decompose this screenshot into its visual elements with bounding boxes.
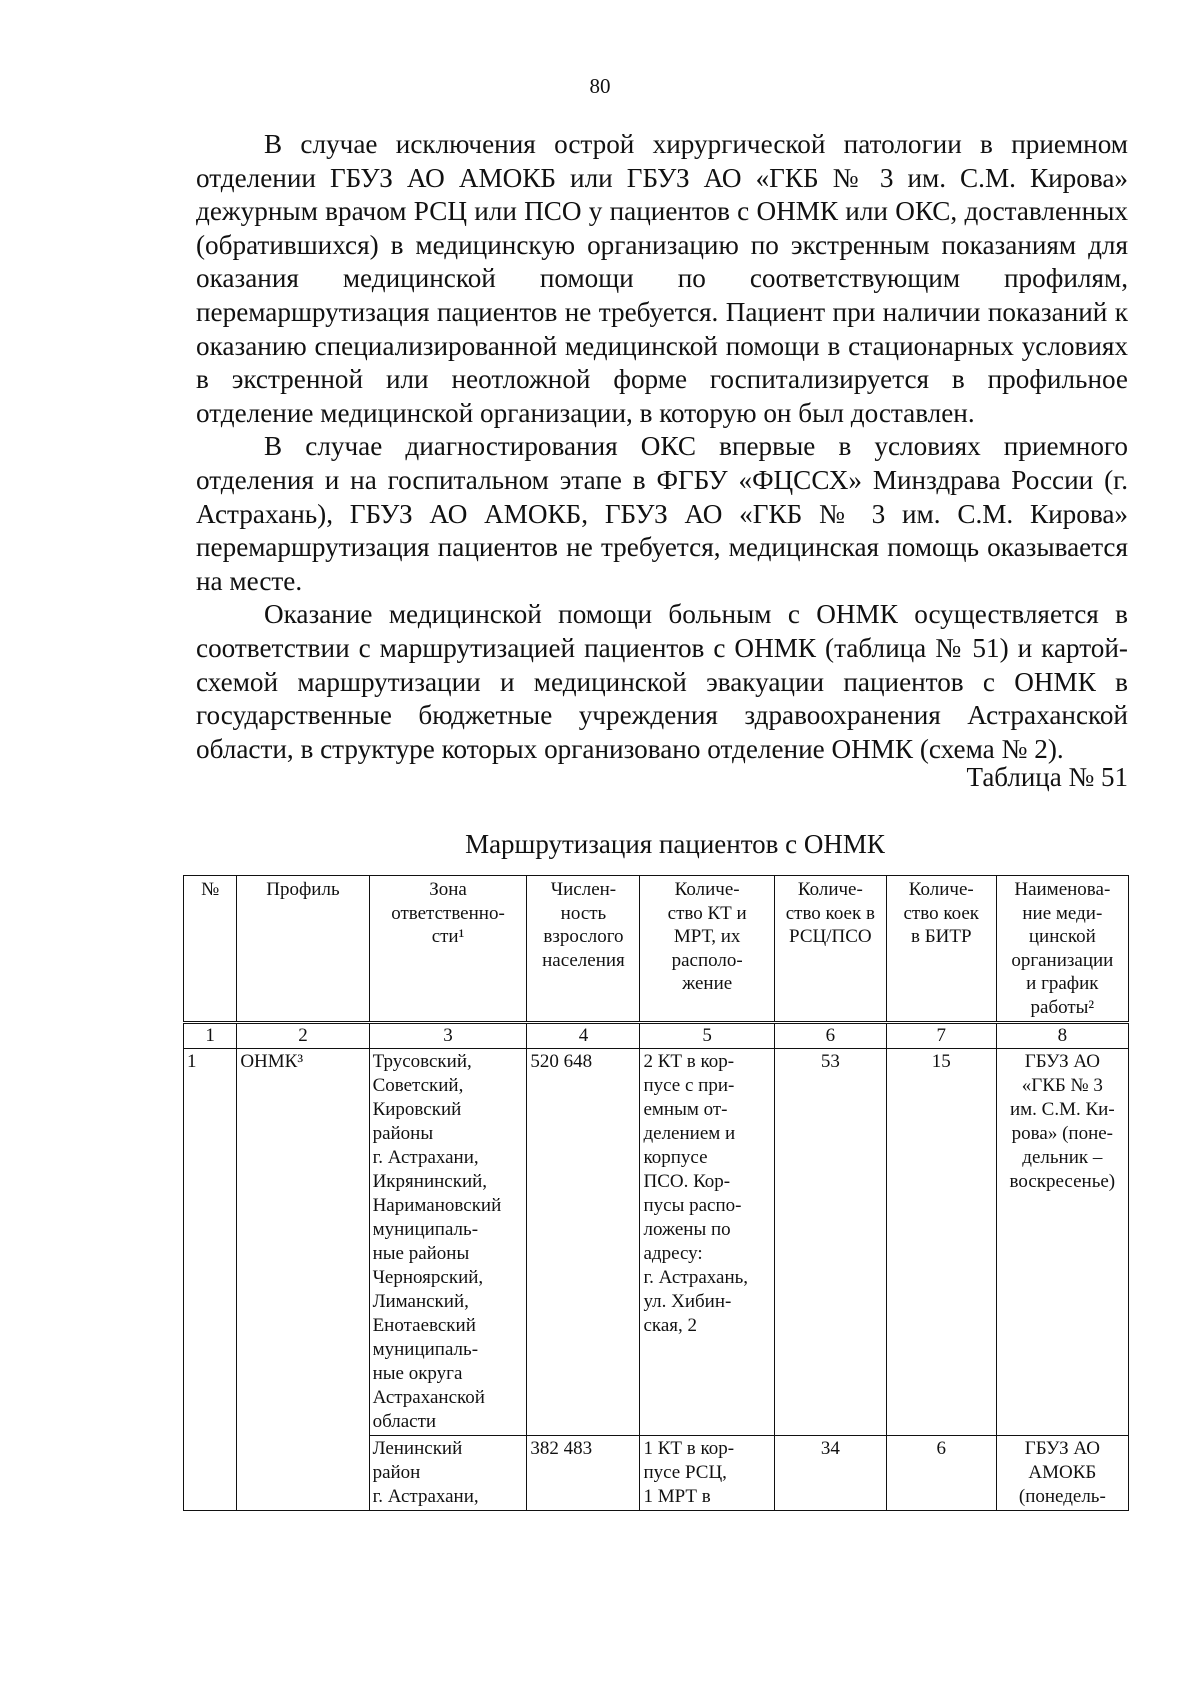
row-beds-rsc: 34 (774, 1436, 886, 1511)
row-profile: ОНМК³ (237, 1049, 369, 1511)
table-title-text: Маршрутизация пациентов с ОНМК (465, 829, 885, 859)
paragraph-3: Оказание медицинской помощи больным с ОНМК осуществляется в соответствии с маршрутизацией пациентов с ОНМК (таблица № 51) и картой-схемой маршрутизации и медицинской эвакуации пациентов с ОНМК в государственные бюджетные учреждения здравоохранения Астраханской области, в структуре которых организовано отделение ОНМК (схема № 2). (196, 599, 1128, 764)
row-organization: ГБУЗ АО «ГКБ № 3 им. С.М. Ки- рова» (поне- дельник – воскресенье) (996, 1049, 1128, 1436)
row-zone: Трусовский, Советский, Кировский районы г. Астрахани, Икрянинский, Наримановский муниципаль- ные районы Черноярский, Лиманский, Енотаевский муниципаль- ные округа Астраханской области (369, 1049, 527, 1436)
column-number: 1 (184, 1023, 237, 1049)
row-population: 520 648 (527, 1049, 640, 1436)
row-beds-rsc: 53 (774, 1049, 886, 1436)
row-population: 382 483 (527, 1436, 640, 1511)
paragraph-2: В случае диагностирования ОКС впервые в условиях приемного отделения и на госпитальном этапе в ФГБУ «ФЦССХ» Минздрава России (г. Астрахань), ГБУЗ АО АМОКБ, ГБУЗ АО «ГКБ № 3 им. С.М. Кирова» перемаршрутизация пациентов не требуется, медицинская помощь оказывается на месте. (196, 431, 1128, 596)
header-organization: Наименова- ние меди- цинской организации и график работы² (996, 876, 1128, 1023)
column-number: 7 (886, 1023, 996, 1049)
body-text (196, 128, 1128, 766)
table-title (0, 829, 1200, 860)
paragraph-1: В случае исключения острой хирургической патологии в приемном отделении ГБУЗ АО АМОКБ или ГБУЗ АО «ГКБ № 3 им. С.М. Кирова» дежурным врачом РСЦ или ПСО у пациентов с ОНМК или ОКС, доставленных (обратившихся) в медицинскую организацию по экстренным показаниям для оказания медицинской помощи по соответствующим профилям, перемаршрутизация пациентов не требуется. Пациент при наличии показаний к оказанию специализированной медицинской помощи в стационарных условиях в экстренной или неотложной форме госпитализируется в профильное отделение медицинской организации, в которую он был доставлен. (196, 129, 1128, 428)
column-number: 4 (527, 1023, 640, 1049)
header-profile: Профиль (237, 876, 369, 1023)
table-row (184, 1049, 1129, 1436)
row-organization: ГБУЗ АО АМОКБ (понедель- (996, 1436, 1128, 1511)
page-number: 80 (589, 74, 611, 98)
column-number: 8 (996, 1023, 1128, 1049)
row-ct-mri: 1 КТ в кор- пусе РСЦ, 1 МРТ в (640, 1436, 774, 1511)
row-beds-bitr: 6 (886, 1436, 996, 1511)
routing-table (183, 875, 1129, 1511)
row-ct-mri: 2 КТ в кор- пусе с при- емным от- делением и корпусе ПСО. Кор- пусы распо- ложены по адресу: г. Астрахань, ул. Хибин- ская, 2 (640, 1049, 774, 1436)
column-number: 5 (640, 1023, 774, 1049)
row-zone: Ленинский район г. Астрахани, (369, 1436, 527, 1511)
row-beds-bitr: 15 (886, 1049, 996, 1436)
column-number: 3 (369, 1023, 527, 1049)
header-beds-rsc: Количе- ство коек в РСЦ/ПСО (774, 876, 886, 1023)
header-population: Числен- ность взрослого населения (527, 876, 640, 1023)
row-num: 1 (184, 1049, 237, 1511)
header-zone: Зона ответственно- сти¹ (369, 876, 527, 1023)
column-number: 2 (237, 1023, 369, 1049)
table-label: Таблица № 51 (966, 762, 1128, 792)
header-beds-bitr: Количе- ство коек в БИТР (886, 876, 996, 1023)
table-header-row (184, 876, 1129, 1023)
header-num: № (184, 876, 237, 1023)
column-number-row (184, 1023, 1129, 1049)
column-number: 6 (774, 1023, 886, 1049)
header-ct-mri: Количе- ство КТ и МРТ, их располо- жение (640, 876, 774, 1023)
